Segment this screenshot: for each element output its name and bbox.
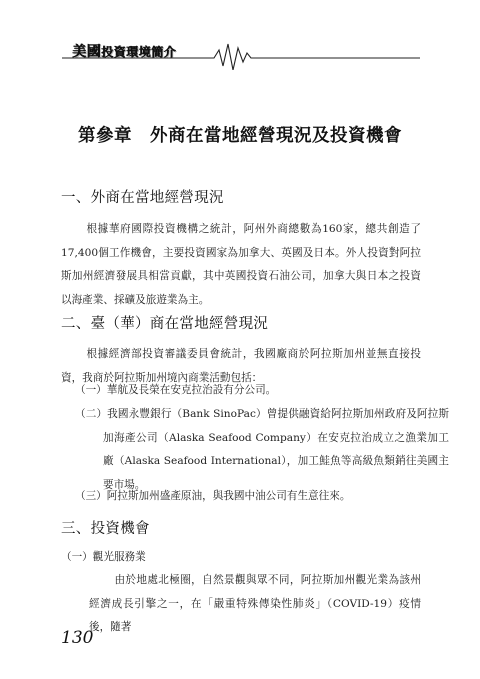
section-heading-2: 二、臺（華）商在當地經營現況 bbox=[61, 316, 269, 332]
section-3-subheading: （一）觀光服務業 bbox=[61, 551, 146, 563]
section-2-list-item-1: （一）華航及長榮在安克拉治設有分公司。 bbox=[75, 384, 277, 396]
section-2-paragraph: 根據經濟部投資審議委員會統計，我國廠商於阿拉斯加州並無直接投資，我商於阿拉斯加州境內商業活動包括： bbox=[61, 348, 421, 384]
header-title-subject: 投資環境簡介 bbox=[101, 45, 177, 59]
chapter-title: 第參章 外商在當地經營現況及投資機會 bbox=[78, 126, 402, 146]
section-2-list-item-3: （三）阿拉斯加州盛產原油，與我國中油公司有生意往來。 bbox=[75, 490, 351, 502]
section-3-paragraph: 由於地處北極圈，自然景觀與眾不同，阿拉斯加州觀光業為該州經濟成長引擎之一，在「嚴重特殊傳染性肺炎」（COVID-19）疫情後，隨著 bbox=[89, 574, 421, 633]
section-heading-1: 一、外商在當地經營現況 bbox=[61, 190, 224, 206]
header-wave-line bbox=[0, 0, 480, 70]
page-number: 130 bbox=[61, 628, 94, 648]
running-header bbox=[0, 0, 480, 70]
section-1-paragraph: 根據華府國際投資機構之統計，阿州外商總數為160家，總共創造了17,400個工作機會，主要投資國家為加拿大、英國及日本。外人投資對阿拉斯加州經濟發展具相當貢獻，其中英國投資石油公司，加拿大與日本之投資以海產業、採礦及旅遊業為主。 bbox=[61, 223, 421, 306]
section-2-list-item-2: （二）我國永豐銀行（Bank SinoPac）曾提供融資給阿拉斯加州政府及阿拉斯加海產公司（Alaska Seafood Company）在安克拉治成立之漁業加工廠（Alaska Seafood International），加工鮭魚等高級魚類銷往美國主要市場。 bbox=[75, 408, 449, 491]
section-heading-3: 三、投資機會 bbox=[61, 521, 150, 537]
header-title-country: 美國 bbox=[72, 44, 101, 60]
